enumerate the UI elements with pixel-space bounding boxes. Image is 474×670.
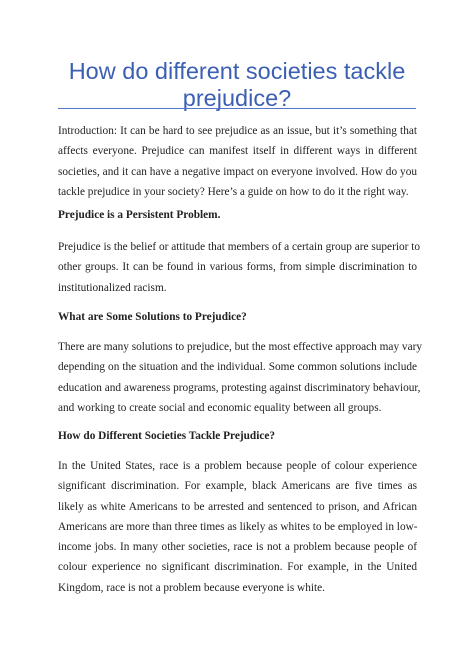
section-heading-solutions: What are Some Solutions to Prejudice? [58,311,247,323]
paragraph-societies [58,456,417,598]
paragraph-solutions [58,337,422,418]
paragraph-line: Americans are more than three times as likely as whites to be employed in low- [58,520,418,533]
document-title [40,58,434,112]
paragraph-line: colour experience no significant discrimination. For example, in the United [58,561,417,574]
title-line-1: How do different societies tackle [68,58,406,84]
paragraph-line: Kingdom, race is not a problem because everyone is white. [58,581,325,594]
paragraph-line: institutionalized racism. [58,281,167,294]
title-line-2: prejudice? [182,85,292,111]
section-heading-societies: How do Different Societies Tackle Prejudice? [58,430,276,442]
paragraph-line: Prejudice is the belief or attitude that members of a certain group are superior to [58,241,420,253]
paragraph-line: likely as white Americans to be arrested and sentenced to prison, and African [58,500,417,513]
paragraph-line: income jobs. In many other societies, race is not a problem because people of [58,541,417,554]
title-underline [58,108,416,109]
paragraph-line: There are many solutions to prejudice, but the most effective approach may vary [58,341,422,353]
paragraph-line: significant discrimination. For example, black Americans are five times as [58,480,417,493]
paragraph-line: education and awareness programs, protesting against discriminatory behaviour, [58,381,421,394]
paragraph-line: In the United States, race is a problem because people of colour experience [58,460,417,472]
paragraph-prejudice-definition [58,237,420,298]
section-heading-persistent-problem: Prejudice is a Persistent Problem. [58,209,221,221]
paragraph-line: depending on the situation and the individual. Some common solutions include [58,361,417,374]
intro-paragraph [58,121,417,202]
paragraph-line: and working to create social and economic equality between all groups. [58,401,382,414]
intro-line: societies, and it can have a negative impact on everyone involved. How do you [58,165,417,178]
intro-line: affects everyone. Prejudice can manifest itself in different ways in different [58,145,417,158]
paragraph-line: other groups. It can be found in various forms, from simple discrimination to [58,261,417,274]
intro-line: Introduction: It can be hard to see prejudice as an issue, but it’s something that [58,125,417,137]
intro-line: tackle prejudice in your society? Here’s a guide on how to do it the right way. [58,185,409,198]
